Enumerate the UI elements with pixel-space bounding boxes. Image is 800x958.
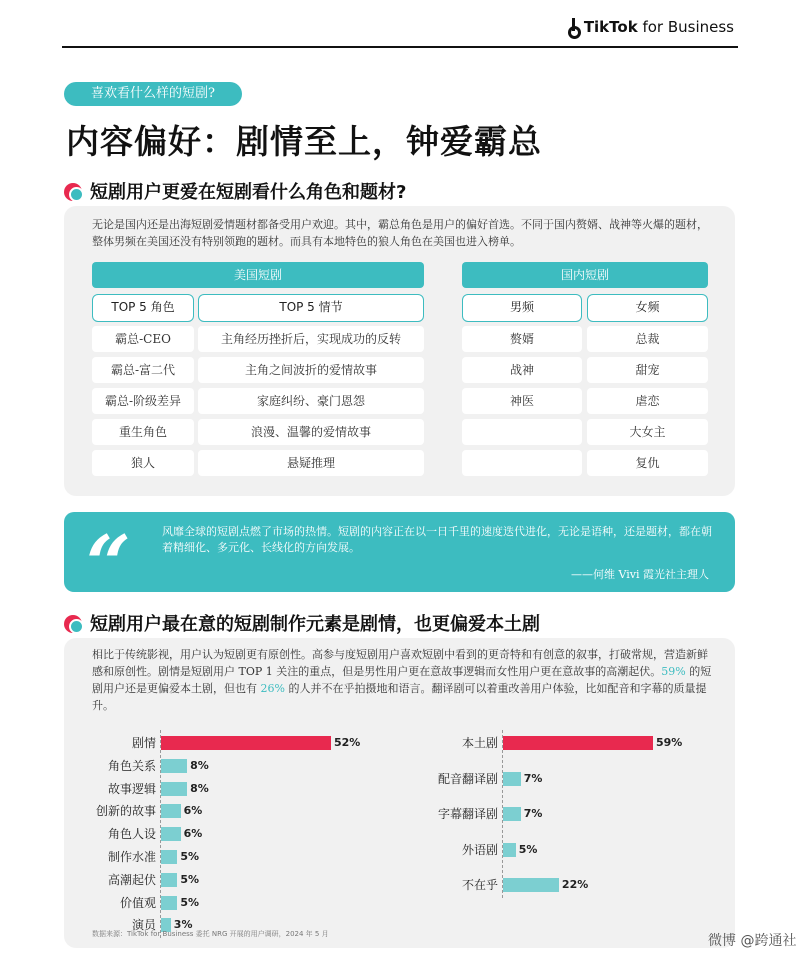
tiktok-note-icon (568, 18, 582, 34)
us-plot-cell: 主角经历挫折后，实现成功的反转 (198, 326, 424, 352)
us-plot-cell: 浪漫、温馨的爱情故事 (198, 419, 424, 445)
bar (161, 850, 177, 864)
bar-category-label: 本土剧 (461, 736, 498, 750)
us-role-cell: 重生角色 (92, 419, 194, 445)
cn-male-cell: 神医 (462, 388, 582, 414)
logo-suffix-text: for Business (637, 18, 734, 36)
bar (161, 782, 187, 796)
bar-category-label: 故事逻辑 (107, 781, 156, 796)
section2-intro (92, 646, 716, 714)
bar-category-label: 字幕翻译剧 (437, 807, 498, 821)
bar (503, 878, 559, 892)
bar-value-label: 7% (523, 771, 543, 785)
bar-value-label: 5% (180, 895, 200, 909)
cn-female-cell: 复仇 (587, 450, 708, 476)
bar (503, 843, 516, 857)
section2-heading-text: 短剧用户最在意的短剧制作元素是剧情，也更偏爱本土剧 (90, 614, 540, 635)
section2-intro-a: 相比于传统影视，用户认为短剧更有原创性。高参与度短剧用户喜欢短剧中看到的更奇特和有创意的叙事，打破常规，营造新鲜感和原创性。剧情是短剧用户 TOP 1 关注的重点，但是男性用户更在意故事逻辑而女性用户更在意故事的高潮起伏。 (92, 648, 708, 678)
bar-value-label: 5% (518, 842, 538, 856)
local-pref-percent: 59% (661, 665, 686, 678)
data-source-note: 数据来源：TikTok for Business 委托 NRG 开展的用户调研，2024 年 5 月 (92, 930, 329, 938)
bar-category-label: 制作水准 (107, 850, 156, 864)
cn-female-cell: 大女主 (587, 419, 708, 445)
us-role-cell: 狼人 (92, 450, 194, 476)
bar-value-label: 8% (190, 781, 209, 795)
quote-text: 风靡全球的短剧点燃了市场的热情。短剧的内容正在以一日千里的速度迭代进化，无论是语种，还是题材，都在朝着精细化、多元化、长线化的方向发展。 (162, 525, 712, 554)
topic-tag: 喜欢看什么样的短剧? (64, 82, 242, 106)
bar-value-label: 3% (173, 918, 193, 932)
quote-box (64, 512, 735, 610)
cn-female-cell: 甜宠 (587, 357, 708, 383)
section1-panel (64, 206, 735, 496)
quote-mark-icon: “ (86, 519, 131, 610)
quote-attribution: ——何维 Vivi 霞光社主理人 (571, 568, 709, 581)
bar (161, 736, 331, 750)
bar-value-label: 5% (180, 872, 200, 886)
bar-category-label: 不在乎 (461, 878, 498, 892)
cn-female-cell: 虐恋 (587, 388, 708, 414)
cn-male-cell: 赘婿 (462, 326, 582, 352)
bar-category-label: 配音翻译剧 (437, 771, 498, 786)
us-role-cell: 霸总-CEO (92, 326, 194, 352)
cn-col-female: 女频 (587, 294, 708, 322)
page-title: 内容偏好：剧情至上，钟爱霸总 (66, 122, 542, 161)
weibo-watermark: 微博 @跨通社 (708, 933, 797, 949)
bar-category-label: 创新的故事 (95, 804, 156, 819)
bar (503, 736, 653, 750)
bar-category-label: 价值观 (119, 895, 156, 910)
us-plot-cell: 悬疑推理 (198, 450, 424, 476)
bar-value-label: 8% (190, 758, 209, 772)
logo-main-text: TikTok (583, 18, 638, 36)
us-role-cell: 霸总-富二代 (92, 357, 194, 383)
bar-value-label: 6% (183, 827, 203, 841)
cn-col-male: 男频 (462, 294, 582, 322)
cn-table-header: 国内短剧 (462, 262, 708, 288)
bar-value-label: 52% (334, 736, 361, 749)
bar-value-label: 22% (561, 878, 589, 891)
bar-category-label: 角色人设 (107, 827, 156, 842)
cn-female-cell: 总裁 (587, 326, 708, 352)
bar (161, 873, 177, 887)
section-bullet-icon (64, 615, 82, 633)
section2-heading (64, 610, 540, 636)
bar (161, 827, 181, 841)
bar-value-label: 5% (180, 850, 200, 863)
section-bullet-icon (64, 183, 82, 201)
cn-male-cell (462, 419, 582, 445)
bar-category-label: 外语剧 (461, 842, 498, 857)
section2-intro-b: 的短剧用户还是更偏爱本土剧，但也有 (92, 665, 712, 695)
bar-category-label: 演员 (131, 918, 156, 933)
cn-male-cell: 战神 (462, 357, 582, 383)
bar (161, 896, 177, 910)
us-plot-cell: 主角之间波折的爱情故事 (198, 357, 424, 383)
cn-male-cell (462, 450, 582, 476)
section1-heading (64, 178, 406, 204)
bar-value-label: 59% (656, 736, 683, 749)
bar (161, 759, 187, 773)
us-table-header: 美国短剧 (92, 262, 424, 288)
us-plot-cell: 家庭纠纷、豪门恩怨 (198, 388, 424, 414)
bar (503, 807, 521, 821)
tiktok-logo (568, 18, 734, 36)
indifferent-percent: 26% (260, 682, 285, 695)
us-col-plots: TOP 5 情节 (198, 294, 424, 322)
section2-intro-c: 的人并不在乎拍摄地和语言。翻译剧可以着重改善用户体验，比如配音和字幕的质量提升。 (92, 682, 707, 712)
section2-panel (64, 638, 735, 948)
bar-category-label: 角色关系 (107, 758, 156, 773)
bar-value-label: 6% (183, 804, 203, 818)
header-rule (62, 46, 738, 48)
bar (503, 772, 521, 786)
section1-intro: 无论是国内还是出海短剧爱情题材都备受用户欢迎。其中，霸总角色是用户的偏好首选。不同于国内赘婿、战神等火爆的题材，整体男频在美国还没有特别领跑的题材。而具有本地特色的狼人角色在美国也进入榜单。 (92, 218, 708, 248)
us-col-roles: TOP 5 角色 (92, 294, 194, 322)
bar (161, 804, 181, 818)
bar-category-label: 高潮起伏 (107, 872, 156, 887)
bar-category-label: 剧情 (131, 736, 156, 750)
section1-heading-text: 短剧用户更爱在短剧看什么角色和题材? (90, 182, 407, 203)
us-role-cell: 霸总-阶级差异 (92, 388, 194, 414)
bar-value-label: 7% (523, 807, 543, 820)
